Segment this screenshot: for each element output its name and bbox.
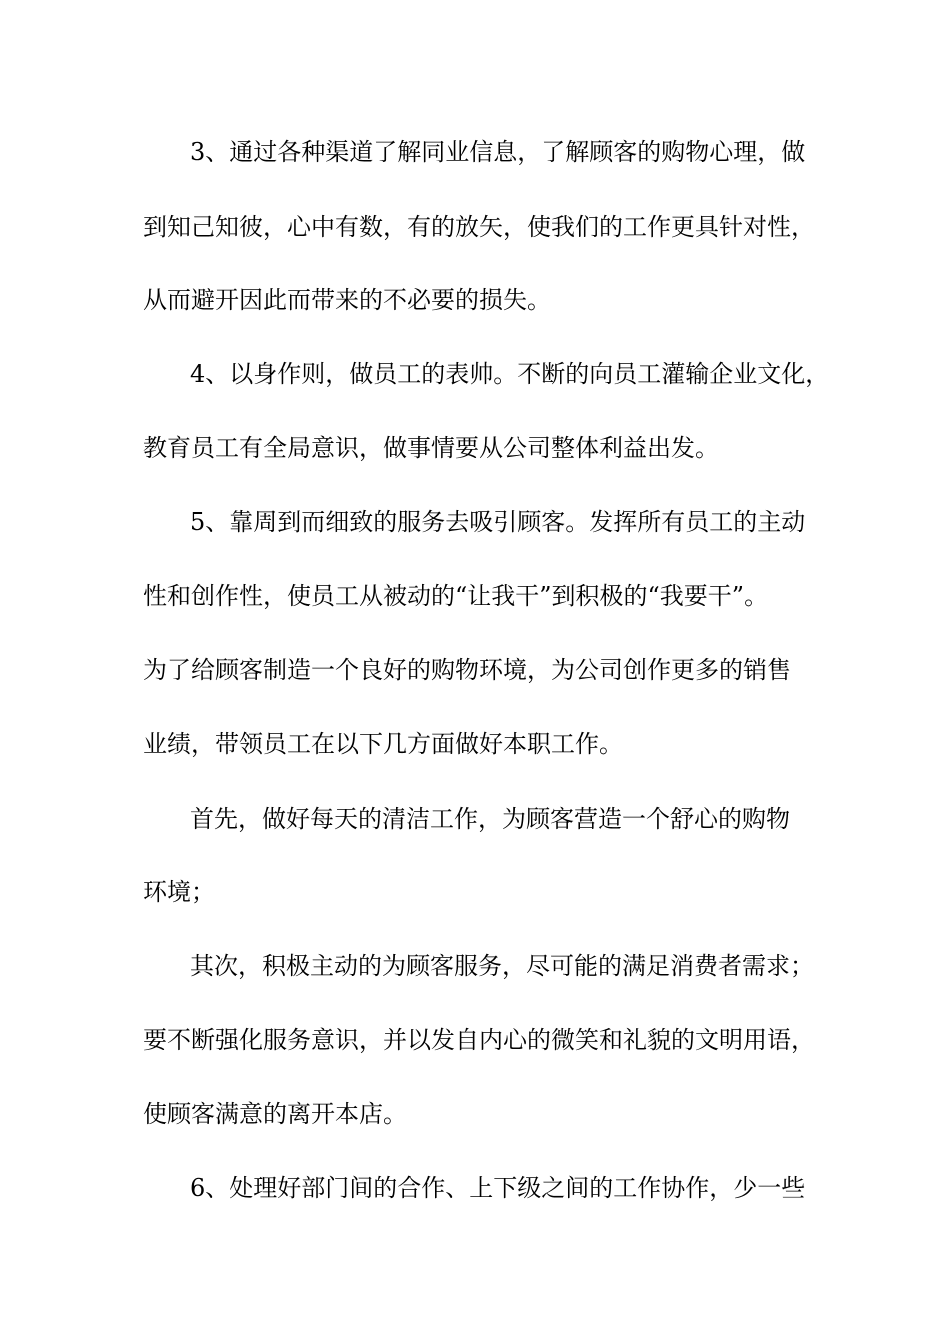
text-line: 3、通过各种渠道了解同业信息，了解顾客的购物心理，做	[190, 138, 806, 166]
text-line: 性和创作性，使员工从被动的“让我干”到积极的“我要干”。	[143, 582, 769, 610]
text-line: 6、处理好部门间的合作、上下级之间的工作协作，少一些	[190, 1174, 806, 1202]
text-line: 环境；	[143, 878, 215, 906]
text-line: 业绩，带领员工在以下几方面做好本职工作。	[143, 730, 623, 758]
text-line: 为了给顾客制造一个良好的购物环境，为公司创作更多的销售	[143, 656, 791, 684]
text-line: 5、靠周到而细致的服务去吸引顾客。发挥所有员工的主动	[190, 508, 806, 536]
text-line: 首先，做好每天的清洁工作，为顾客营造一个舒心的购物	[190, 805, 790, 833]
text-line: 其次，积极主动的为顾客服务，尽可能的满足消费者需求；	[190, 952, 814, 980]
text-line: 4、以身作则，做员工的表帅。不断的向员工灌输企业文化，	[190, 360, 830, 388]
text-line: 到知己知彼，心中有数，有的放矢，使我们的工作更具针对性，	[143, 213, 815, 241]
text-line: 从而避开因此而带来的不必要的损失。	[143, 286, 551, 314]
text-line: 教育员工有全局意识，做事情要从公司整体利益出发。	[143, 434, 719, 462]
text-line: 要不断强化服务意识，并以发自内心的微笑和礼貌的文明用语，	[143, 1026, 815, 1054]
text-line: 使顾客满意的离开本店。	[143, 1100, 407, 1128]
